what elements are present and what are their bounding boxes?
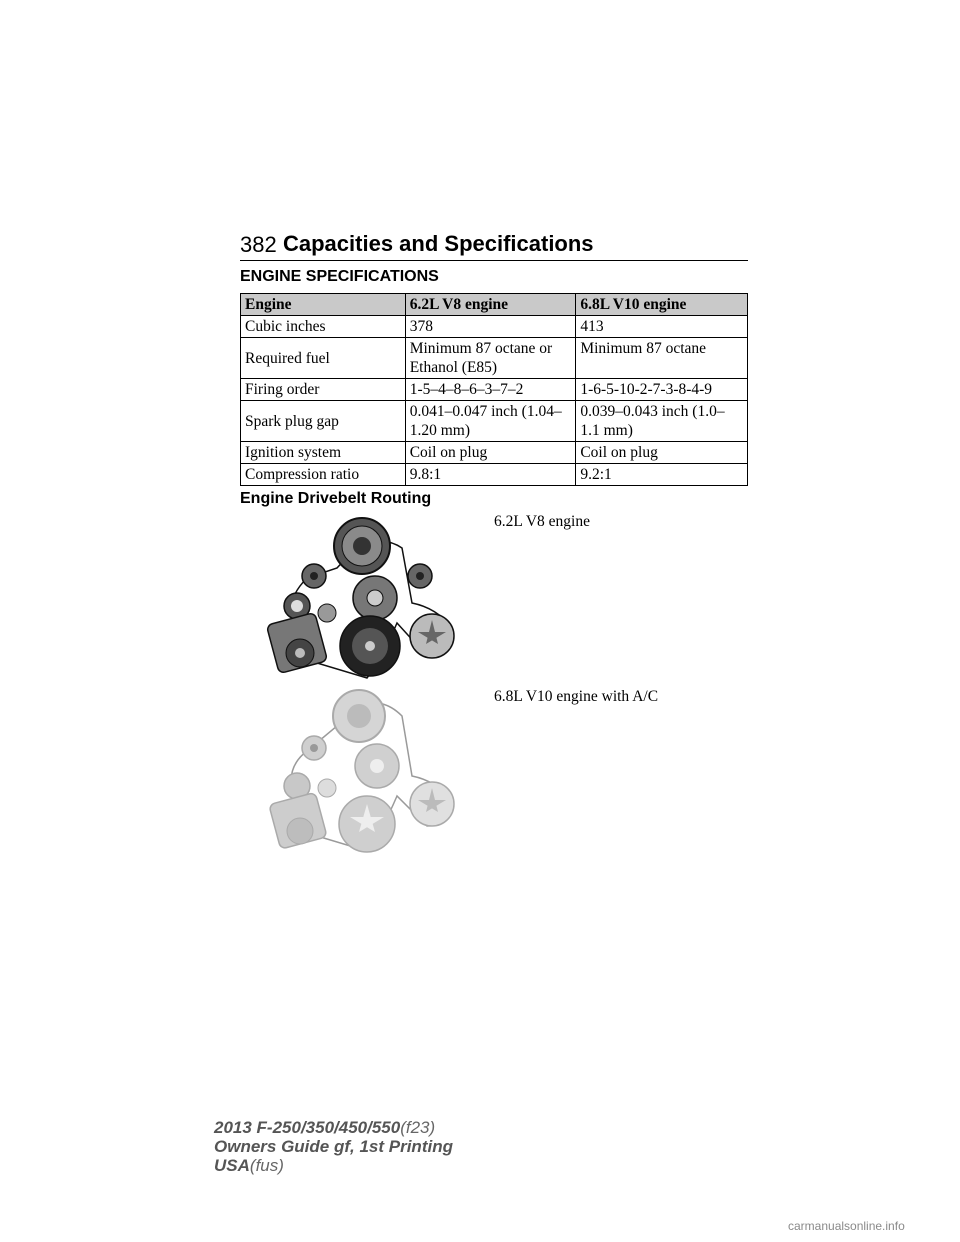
- footer-line-2: Owners Guide gf, 1st Printing: [214, 1137, 453, 1156]
- watermark[interactable]: carmanualsonline.info: [788, 1219, 905, 1233]
- v10-caption: 6.8L V10 engine with A/C: [494, 688, 659, 705]
- table-row: [241, 401, 748, 442]
- v10-drivebelt-diagram: [262, 686, 462, 866]
- v8-drivebelt-diagram: [262, 508, 462, 688]
- footer-model-code: (f23): [400, 1118, 436, 1137]
- table-row: [241, 379, 748, 401]
- column-header: 6.8L V10 engine: [576, 294, 748, 316]
- table-cell: Spark plug gap: [241, 401, 406, 442]
- v8-caption: 6.2L V8 engine: [494, 513, 590, 530]
- column-header: Engine: [241, 294, 406, 316]
- drivebelt-title: Engine Drivebelt Routing: [240, 490, 432, 507]
- table-cell: Minimum 87 octane or Ethanol (E85): [405, 338, 576, 379]
- section-title: ENGINE SPECIFICATIONS: [240, 268, 439, 285]
- table-cell: Minimum 87 octane: [576, 338, 748, 379]
- table-cell: 0.039–0.043 inch (1.0–1.1 mm): [576, 401, 748, 442]
- page-number: 382: [240, 232, 277, 257]
- table-header-row: [241, 294, 748, 316]
- table-cell: 1-6-5-10-2-7-3-8-4-9: [576, 379, 748, 401]
- table-cell: Cubic inches: [241, 316, 406, 338]
- footer-model: 2013 F-250/350/450/550: [214, 1118, 401, 1137]
- column-header: 6.2L V8 engine: [405, 294, 576, 316]
- footer-market-code: (fus): [249, 1156, 284, 1175]
- table-cell: 413: [576, 316, 748, 338]
- table-row: [241, 464, 748, 486]
- table-cell: Required fuel: [241, 338, 406, 379]
- page-title: Capacities and Specifications: [283, 231, 594, 256]
- engine-spec-table: [240, 293, 748, 486]
- table-cell: 9.8:1: [405, 464, 576, 486]
- table-cell: 1-5–4–8–6–3–7–2: [405, 379, 576, 401]
- table-cell: 0.041–0.047 inch (1.04–1.20 mm): [405, 401, 576, 442]
- table-cell: Coil on plug: [576, 442, 748, 464]
- footer-line-3: [214, 1156, 284, 1175]
- table-row: [241, 316, 748, 338]
- footer-market: USA: [214, 1156, 250, 1175]
- table-cell: Firing order: [241, 379, 406, 401]
- table-cell: 378: [405, 316, 576, 338]
- table-cell: Coil on plug: [405, 442, 576, 464]
- footer-line-1: [214, 1118, 435, 1137]
- table-cell: 9.2:1: [576, 464, 748, 486]
- table-row: [241, 442, 748, 464]
- table-cell: Ignition system: [241, 442, 406, 464]
- header-rule: [240, 260, 748, 261]
- table-cell: Compression ratio: [241, 464, 406, 486]
- table-row: [241, 338, 748, 379]
